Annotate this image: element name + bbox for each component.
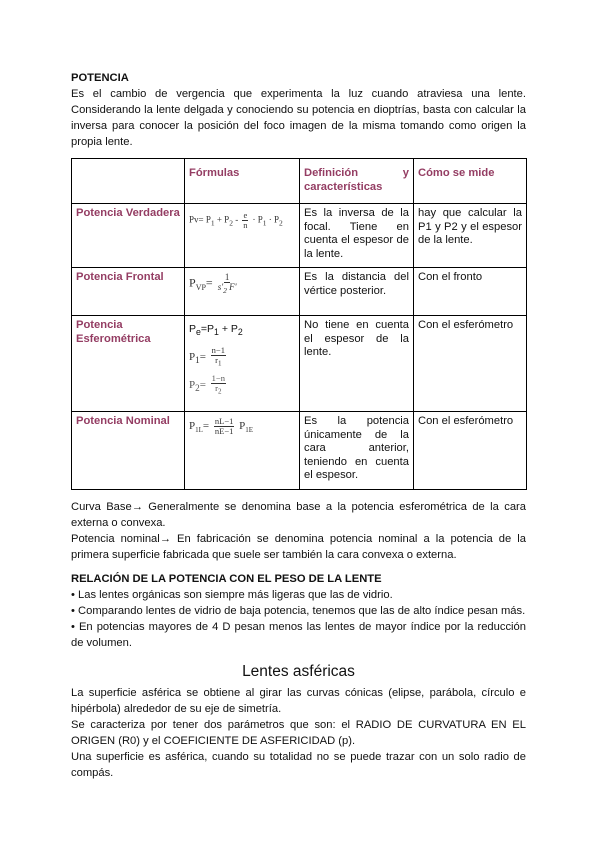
formula-verdadera-text: $Pv= P_1 + P_2$ - $\frac{e}{n}$ · $P_1 \cdot P_2$ — [189, 210, 283, 230]
asfericas-title: Lentes asféricas — [242, 662, 355, 680]
potencia-paragraph: Es el cambio de vergencia que experimenta la luz cuando atraviesa una lente. Considerando la lente delgada y conociendo su potencia en dioptrías, basta con calcular la inversa para conocer la posición del foco imagen de la misma tomando como origen la propia lente. — [71, 88, 526, 148]
relacion-bullet-1: • Las lentes orgánicas son siempre más ligeras que las de vidrio. — [71, 588, 393, 601]
definition-esferometrica: No tiene en cuenta el espesor de la lente. — [300, 316, 414, 412]
potencia-heading: POTENCIA — [71, 72, 129, 84]
document-page — [71, 70, 526, 781]
row-label-frontal: Potencia Frontal — [72, 268, 185, 316]
table-header-empty — [72, 159, 185, 204]
formula-frontal — [185, 268, 300, 316]
row-label-verdadera: Potencia Verdadera — [72, 204, 185, 268]
measure-frontal: Con el fronto — [414, 268, 527, 316]
table-header-formulas: Fórmulas — [185, 159, 300, 204]
formula-esferometrica — [185, 316, 300, 412]
relacion-bullet-3: • En potencias mayores de 4 D pesan menos las lentes de mayor índice por la reducción de volumen. — [71, 620, 526, 649]
table-header-definition — [300, 159, 414, 204]
table-header-measure: Cómo se mide — [414, 159, 527, 204]
row-label-nominal: Potencia Nominal — [72, 412, 185, 490]
table-row — [72, 268, 527, 316]
definition-nominal: Es la potencia únicamente de la cara anterior, teniendo en cuenta el espesor. — [300, 412, 414, 490]
definition-verdadera: Es la inversa de la focal. Tiene en cuenta el espesor de la lente. — [300, 204, 414, 268]
definition-frontal: Es la distancia del vértice posterior. — [300, 268, 414, 316]
asfericas-paragraph-3: Una superficie es asférica, cuando su totalidad no se puede trazar con un solo radio de compás. — [71, 750, 526, 779]
notes-section — [71, 499, 526, 563]
note-potencia-nominal: Potencia nominal→ En fabricación se denomina potencia nominal a la potencia de la primera superficie fabricada que suele ser también la cara convexa o externa. — [71, 532, 526, 561]
measure-verdadera: hay que calcular la P1 y P2 y el espesor de la lente. — [414, 204, 527, 268]
formula-esferometrica-p2: $P_2=$ $\frac{1-n}{r_2}$ — [189, 373, 225, 396]
potencia-table — [71, 158, 527, 490]
formula-nominal-text: $P_{1L}=$ $\frac{nL-1}{nE-1}$ $P_{1E}$ — [189, 416, 254, 436]
measure-nominal: Con el esferómetro — [414, 412, 527, 490]
formula-nominal — [185, 412, 300, 490]
formula-esferometrica-sum: $P_e=P_1 + P_2$ — [189, 323, 243, 338]
relacion-bullet-2: • Comparando lentes de vidrio de baja potencia, tenemos que las de alto índice pesan más. — [71, 604, 526, 617]
table-row — [72, 316, 527, 412]
measure-esferometrica: Con el esferómetro — [414, 316, 527, 412]
asfericas-paragraph-1: La superficie asférica se obtiene al girar las curvas cónicas (elipse, parábola, círculo e hipérbola) alrededor de su eje de simetría. — [71, 686, 526, 715]
formula-verdadera — [185, 204, 300, 268]
note-curva-base: Curva Base→ Generalmente se denomina base a la potencia esferométrica de la cara externa o convexa. — [71, 500, 526, 529]
asfericas-paragraph-2: Se caracteriza por tener dos parámetros que son: el RADIO DE CURVATURA EN EL ORIGEN (R0) y el COEFICIENTE DE ASFERICIDAD (p). — [71, 718, 526, 747]
relacion-heading: RELACIÓN DE LA POTENCIA CON EL PESO DE LA LENTE — [71, 572, 382, 585]
table-header-definition-text: Definición y características — [304, 167, 409, 193]
formula-esferometrica-p1: $P_1=$ $\frac{n-1}{r_1}$ — [189, 344, 225, 368]
row-label-esferometrica: Potencia Esferométrica — [72, 316, 185, 412]
table-row — [72, 204, 527, 268]
table-header-row — [72, 159, 527, 204]
table-row — [72, 412, 527, 490]
formula-frontal-text: $P_{VP}=$ $\frac{1}{s'_2 F'}$ — [189, 272, 237, 295]
